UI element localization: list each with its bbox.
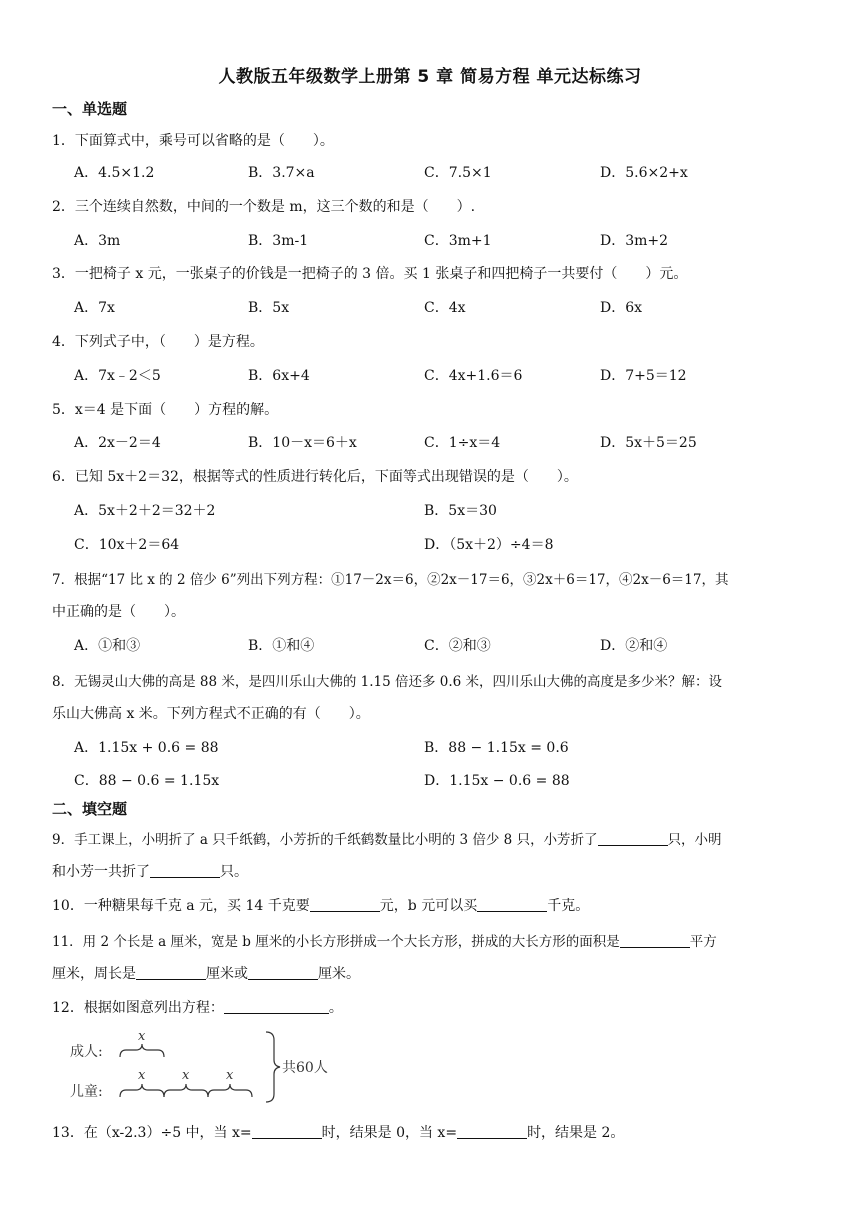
total-label: 共60人 xyxy=(282,1060,328,1076)
question-6-option-d[interactable]: D．（5x＋2）÷4＝8 xyxy=(424,537,554,553)
question-2-option-b[interactable]: B．3m-1 xyxy=(248,233,309,249)
question-3-option-c[interactable]: C．4x xyxy=(424,300,466,316)
question-2-option-c[interactable]: C．3m+1 xyxy=(424,233,492,249)
question-13-text-c: 时，结果是 2。 xyxy=(527,1125,625,1141)
question-1-option-a[interactable]: A．4.5×1.2 xyxy=(74,165,155,181)
question-4-option-c[interactable]: C．4x+1.6＝6 xyxy=(424,368,523,384)
question-7-option-d[interactable]: D．②和④ xyxy=(600,638,668,654)
answer-blank-13a[interactable] xyxy=(252,1124,322,1139)
question-8-option-a[interactable]: A．1.15x + 0.6 = 88 xyxy=(74,740,219,756)
section-heading-fill-in: 二、填空题 xyxy=(52,800,128,818)
child-x-label-3: x xyxy=(226,1068,234,1083)
question-13-text-b: 时，结果是 0，当 x= xyxy=(321,1125,458,1141)
question-1-option-b[interactable]: B．3.7×a xyxy=(248,165,315,181)
question-12-text-b: 。 xyxy=(328,1000,343,1016)
section-heading-multiple-choice: 一、单选题 xyxy=(52,100,128,118)
answer-blank-11a[interactable] xyxy=(620,933,690,948)
question-11-text-c: 厘米，周长是 xyxy=(52,966,136,982)
question-3-option-a[interactable]: A．7x xyxy=(74,300,115,316)
question-7-stem-line-1: 7．根据“17 比 x 的 2 倍少 6”列出下列方程：①17－2x＝6，②2x－17＝6，③2x＋6＝17，④2x－6＝17，其 xyxy=(52,572,729,588)
question-8-option-d[interactable]: D．1.15x − 0.6 = 88 xyxy=(424,773,570,789)
line-segment-diagram xyxy=(60,1024,350,1106)
answer-blank-12[interactable] xyxy=(224,999,329,1014)
question-3-stem: 3．一把椅子 x 元，一张桌子的价钱是一把椅子的 3 倍。买 1 张桌子和四把椅子一共要付（ ）元。 xyxy=(52,266,688,282)
question-10-line xyxy=(52,895,589,915)
question-11-line-2 xyxy=(52,963,360,983)
question-4-option-d[interactable]: D．7+5＝12 xyxy=(600,368,687,384)
question-4-stem: 4．下列式子中，（ ）是方程。 xyxy=(52,334,264,350)
question-6-stem: 6．已知 5x＋2＝32，根据等式的性质进行转化后，下面等式出现错误的是（ ）。 xyxy=(52,469,578,485)
answer-blank-10b[interactable] xyxy=(477,897,547,912)
answer-blank-11b[interactable] xyxy=(136,965,206,980)
question-6-option-c[interactable]: C．10x＋2＝64 xyxy=(74,537,180,553)
adult-x-label: x xyxy=(138,1029,146,1044)
question-9-line-2 xyxy=(52,861,248,881)
answer-blank-10a[interactable] xyxy=(310,897,380,912)
question-6-option-a[interactable]: A．5x＋2＋2＝32＋2 xyxy=(74,503,216,519)
question-1-stem: 1．下面算式中，乘号可以省略的是（ ）。 xyxy=(52,133,334,149)
question-3-option-d[interactable]: D．6x xyxy=(600,300,643,316)
question-9-line-1 xyxy=(52,828,722,848)
question-10-text-a: 10．一种糖果每千克 a 元，买 14 千克要 xyxy=(52,898,310,914)
question-9-text-c: 和小芳一共折了 xyxy=(52,864,150,880)
child-x-label-1: x xyxy=(138,1068,146,1083)
question-8-stem-line-2: 乐山大佛高 x 米。下列方程式不正确的有（ ）。 xyxy=(52,706,370,722)
answer-blank-9b[interactable] xyxy=(150,863,220,878)
question-5-option-c[interactable]: C．1÷x＝4 xyxy=(424,435,501,451)
question-8-option-b[interactable]: B．88 − 1.15x = 0.6 xyxy=(424,740,569,756)
question-9-text-a: 9．手工课上，小明折了 a 只千纸鹤，小芳折的千纸鹤数量比小明的 3 倍少 8 只，小芳折了 xyxy=(52,832,598,848)
question-9-text-b: 只，小明 xyxy=(667,832,722,848)
page-title: 人教版五年级数学上册第 5 章 简易方程 单元达标练习 xyxy=(218,67,642,87)
question-12-text-a: 12．根据如图意列出方程： xyxy=(52,1000,224,1016)
question-9-text-d: 只。 xyxy=(220,864,248,880)
question-7-stem-line-2: 中正确的是（ ）。 xyxy=(52,604,185,620)
question-2-stem: 2．三个连续自然数，中间的一个数是 m，这三个数的和是（ ）. xyxy=(52,199,476,215)
question-6-option-b[interactable]: B．5x＝30 xyxy=(424,503,497,519)
question-2-option-a[interactable]: A．3m xyxy=(74,233,121,249)
question-2-option-d[interactable]: D．3m+2 xyxy=(600,233,669,249)
question-11-text-d: 厘米或 xyxy=(206,966,248,982)
question-13-line xyxy=(52,1122,624,1142)
question-5-option-b[interactable]: B．10－x＝6＋x xyxy=(248,435,357,451)
question-10-text-c: 千克。 xyxy=(547,898,590,914)
question-12-line xyxy=(52,997,343,1017)
adult-label: 成人: xyxy=(70,1044,103,1060)
question-5-stem: 5．x＝4 是下面（ ）方程的解。 xyxy=(52,402,279,418)
question-11-line-1 xyxy=(52,930,717,950)
answer-blank-9a[interactable] xyxy=(598,831,668,846)
total-brace xyxy=(266,1032,280,1102)
question-11-text-b: 平方 xyxy=(689,934,717,950)
adult-segment xyxy=(120,1044,164,1057)
question-7-option-a[interactable]: A．①和③ xyxy=(74,638,141,654)
child-segments xyxy=(120,1084,252,1097)
question-11-text-a: 11．用 2 个长是 a 厘米，宽是 b 厘米的小长方形拼成一个大长方形，拼成的大长方形的面积是 xyxy=(52,934,620,950)
answer-blank-11c[interactable] xyxy=(248,965,318,980)
question-1-option-d[interactable]: D．5.6×2+x xyxy=(600,165,688,181)
question-4-option-a[interactable]: A．7x﹣2＜5 xyxy=(74,368,161,384)
child-label: 儿童: xyxy=(70,1084,103,1100)
question-13-text-a: 13．在（x-2.3）÷5 中，当 x= xyxy=(52,1125,252,1141)
question-7-option-c[interactable]: C．②和③ xyxy=(424,638,491,654)
question-7-option-b[interactable]: B．①和④ xyxy=(248,638,315,654)
question-3-option-b[interactable]: B．5x xyxy=(248,300,290,316)
question-8-stem-line-1: 8．无锡灵山大佛的高是 88 米，是四川乐山大佛的 1.15 倍还多 0.6 米，四川乐山大佛的高度是多少米？解：设 xyxy=(52,674,723,690)
question-5-option-d[interactable]: D．5x＋5＝25 xyxy=(600,435,697,451)
question-1-option-c[interactable]: C．7.5×1 xyxy=(424,165,492,181)
question-11-text-e: 厘米。 xyxy=(318,966,360,982)
question-5-option-a[interactable]: A．2x－2＝4 xyxy=(74,435,161,451)
question-10-text-b: 元，b 元可以买 xyxy=(379,898,478,914)
child-x-label-2: x xyxy=(182,1068,190,1083)
question-4-option-b[interactable]: B．6x+4 xyxy=(248,368,310,384)
question-8-option-c[interactable]: C．88 − 0.6 = 1.15x xyxy=(74,773,220,789)
answer-blank-13b[interactable] xyxy=(457,1124,527,1139)
